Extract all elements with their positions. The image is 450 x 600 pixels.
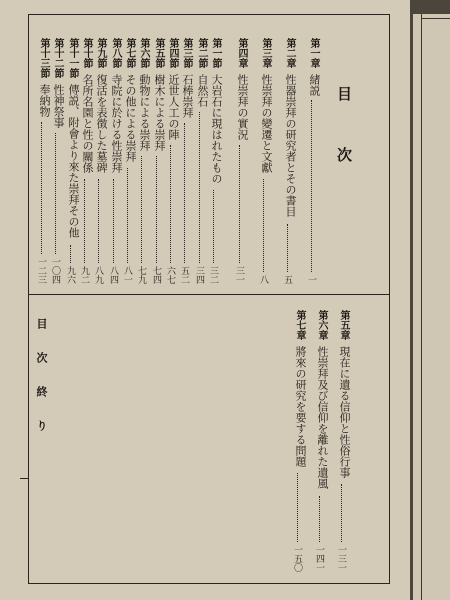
toc-upper-entry-page-number: 三四 [194, 266, 204, 284]
toc-lower-entry-page-number: 一四一 [314, 545, 324, 572]
toc-lower-entry[interactable] [314, 310, 329, 574]
toc-upper-entry-page-number: 九六 [65, 266, 75, 284]
toc-upper-entry-label: 第三節 [181, 38, 192, 68]
toc-end-heading: 目 次 終 り [35, 318, 48, 436]
toc-upper-entry-title: 樹木による崇拜 [153, 74, 166, 151]
toc-upper-entry-leader [41, 122, 42, 254]
toc-upper-entry-leader [287, 224, 288, 272]
toc-upper-entry-label: 第十節 [81, 38, 92, 68]
toc-upper-entry-title: 大岩石に現はれたもの [210, 74, 223, 184]
toc-upper-entry-title: 石棒崇拜 [181, 74, 194, 118]
toc-upper-entry-leader [113, 179, 114, 263]
toc-upper-entry-title: 奉納物 [38, 84, 51, 117]
toc-upper-entry-title: 性神祭事 [52, 84, 65, 128]
toc-upper-entry[interactable] [65, 38, 80, 286]
toc-upper-entry-title: 復活を表徴した墓碑 [95, 74, 108, 173]
toc-upper-entry-title: 緒説 [308, 74, 321, 96]
toc-upper-entry-leader [184, 123, 185, 263]
toc-upper-entry-label: 第四節 [167, 38, 178, 68]
adjacent-page-edge [413, 14, 450, 600]
section-divider [28, 294, 390, 295]
toc-upper-entry-title: 近世人工の陣 [167, 74, 180, 140]
toc-lower-entry[interactable] [292, 310, 307, 574]
toc-upper-entry-page-number: 七九 [136, 266, 146, 284]
toc-upper-entry-label: 第九節 [95, 38, 106, 68]
toc-upper-entry-page-number: 三一 [234, 266, 244, 284]
toc-lower-entry-leader [319, 496, 320, 542]
toc-upper-entry-title: その他による崇拜 [124, 74, 137, 162]
toc-upper-entry-title: 寺院に於ける性崇拜 [110, 74, 123, 173]
toc-upper-entry-page-number: 一二三 [36, 257, 46, 284]
toc-upper-entry-leader [239, 145, 240, 263]
toc-upper-entry-label: 第八節 [110, 38, 121, 68]
toc-upper-entry-page-number: 五 [282, 275, 292, 284]
toc-upper-entry-label: 第六節 [138, 38, 149, 68]
toc-upper-entry-title: 性崇拜の變遷と文獻 [260, 74, 273, 173]
toc-upper-entry-label: 第五節 [153, 38, 164, 68]
toc-upper-entry-label: 第二節 [196, 38, 207, 68]
margin-mark [20, 478, 28, 479]
toc-upper-entry-leader [98, 179, 99, 263]
toc-lower-entry-leader [297, 473, 298, 542]
toc-upper-entry-label: 第四章 [236, 38, 247, 68]
toc-upper-entry-title: 性崇拜の實況 [236, 74, 249, 140]
toc-upper-entry[interactable] [306, 38, 321, 286]
toc-upper-entry[interactable] [258, 38, 273, 286]
toc-upper-entry-label: 第二章 [284, 38, 295, 68]
toc-upper-entry-leader [70, 245, 71, 263]
toc-lower-entry-title: 將來の研究を要する問題 [294, 346, 307, 467]
toc-upper-entry-label: 第十二節 [52, 38, 63, 78]
toc-upper-entry-title: 動物による崇拜 [138, 74, 151, 151]
toc-upper-entry-label: 第一章 [308, 38, 319, 68]
toc-upper-entry-page-number: 八九 [93, 266, 103, 284]
toc-upper-entry-leader [84, 179, 85, 263]
toc-upper-entry-title: 性器崇拜の研究者とその書目 [284, 74, 297, 217]
toc-upper-entry[interactable] [36, 38, 51, 286]
toc-upper-entry-page-number: 一 [306, 275, 316, 284]
toc-lower-entry-page-number: 一三一 [336, 545, 346, 572]
toc-upper-entry-page-number: 七四 [151, 266, 161, 284]
toc-upper-entry-title: 名所名園と性の關係 [81, 74, 94, 173]
toc-upper-entry[interactable] [151, 38, 166, 286]
toc-upper-entry-page-number: 三二 [208, 266, 218, 284]
toc-upper-entry-page-number: 五二 [179, 266, 189, 284]
toc-upper-entry-page-number: 八 [258, 275, 268, 284]
toc-lower-entry-title: 性崇拜及び信仰を離れた遺風 [316, 346, 329, 489]
toc-upper-entry[interactable] [194, 38, 209, 286]
toc-lower-entry[interactable] [336, 310, 351, 574]
toc-upper-entry-leader [199, 112, 200, 263]
toc-upper-entry-leader [263, 179, 264, 272]
toc-lower-entry-label: 第七章 [294, 310, 305, 340]
toc-upper-entry-leader [213, 190, 214, 263]
toc-upper-entry-page-number: 九二 [79, 266, 89, 284]
toc-upper-entry-leader [311, 100, 312, 272]
toc-upper-entry-label: 第十三節 [38, 38, 49, 78]
toc-upper-entry-page-number: 一〇四 [50, 257, 60, 284]
toc-lower-entry-page-number: 一五〇 [292, 545, 302, 572]
toc-upper-entry[interactable] [50, 38, 65, 286]
toc-upper-entry-leader [55, 133, 56, 254]
toc-upper-entry-title: 傳説、附會より來た崇拜その他 [67, 84, 80, 238]
toc-upper-entry-leader [170, 145, 171, 263]
toc-lower-entry-label: 第五章 [338, 310, 349, 340]
toc-upper-entry-page-number: 八一 [122, 266, 132, 284]
toc-upper-entry-leader [141, 156, 142, 263]
toc-heading: 目 次 [335, 86, 353, 176]
toc-upper-entry-label: 第七節 [124, 38, 135, 68]
toc-upper-entry-title: 自然石 [196, 74, 209, 107]
toc-upper-entry-leader [127, 168, 128, 263]
toc-upper-entry-label: 第三章 [260, 38, 271, 68]
toc-upper-entry-page-number: 八四 [108, 266, 118, 284]
adjacent-page-top-rule [421, 18, 450, 19]
toc-upper-entry-label: 第一節 [210, 38, 221, 68]
toc-upper-entry-label: 第十一節 [67, 38, 78, 78]
toc-upper-entry[interactable] [108, 38, 123, 286]
toc-lower-entry-leader [341, 484, 342, 542]
toc-upper-entry-leader [156, 156, 157, 263]
toc-upper-entry-page-number: 六七 [165, 266, 175, 284]
toc-upper-entry[interactable] [234, 38, 249, 286]
toc-lower-entry-title: 現在に遺る信仰と性俗行事 [338, 346, 351, 478]
toc-upper-entry[interactable] [282, 38, 297, 286]
adjacent-page-rule [421, 14, 422, 600]
toc-lower-entry-label: 第六章 [316, 310, 327, 340]
